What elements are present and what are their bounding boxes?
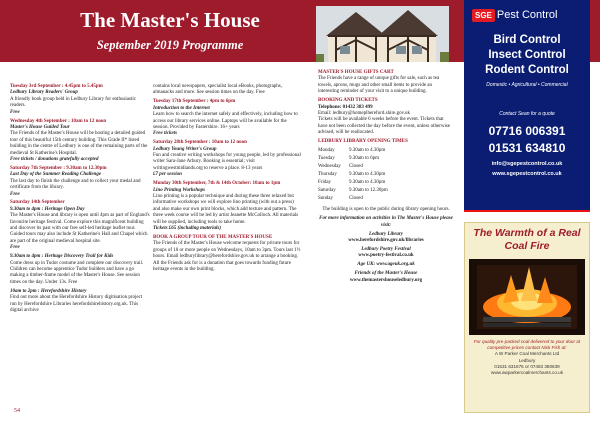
event-price: Tickets £65 (including materials)	[153, 226, 222, 232]
event-subtitle: 9.30am to 4pm : Heritage Open Day	[10, 206, 85, 212]
fireplace-image	[469, 259, 585, 335]
hours-day: Thursday	[318, 172, 337, 178]
merchant-website[interactable]: www.awparkercoalmerchants.co.uk	[491, 370, 563, 376]
section-heading: BOOK A GROUP TOUR OF THE MASTER'S HOUSE	[153, 234, 273, 240]
link-url[interactable]: www.herefordshire.gov.uk/libraries	[348, 238, 424, 244]
hours-row	[318, 171, 396, 179]
event-subtitle: Ledbury Young Writer's Group	[153, 146, 217, 152]
coal-fire-advert	[464, 222, 590, 413]
merchant-phone[interactable]: 01531 631675 or 07483 350639	[494, 363, 560, 369]
section-heading: MASTER'S HOUSE GIFTS CART	[318, 70, 394, 75]
services-list	[464, 33, 590, 78]
link-url[interactable]: www.poetry-festival.co.uk	[358, 253, 414, 259]
event-body: A friendly book group held in Ledbury Library for enthusiastic readers.	[10, 96, 136, 109]
advert-website[interactable]: www.sgepestcontrol.co.uk	[492, 171, 562, 177]
contact-note: Contact Sean for a quote	[499, 111, 555, 117]
section-body: The building is open to the public during library opening hours.	[322, 207, 450, 213]
hours-day: Saturday	[318, 188, 336, 194]
page-title: The Master's House	[80, 8, 260, 32]
booking-telephone: Telephone: 01432 383 499	[318, 104, 373, 110]
event-price: £7 per session	[153, 172, 182, 178]
merchant-town: Ledbury	[518, 357, 536, 363]
hours-time: Closed	[348, 164, 363, 170]
opening-hours-table	[318, 147, 396, 203]
hours-row	[318, 155, 396, 163]
event-price: Free tickets / donations gratefully accepted	[10, 156, 99, 162]
hours-time: 9.30am to 4.30pm	[348, 180, 386, 186]
phone-number[interactable]: 07716 006391	[488, 124, 566, 138]
advert-body	[469, 339, 585, 376]
hours-time: 9.30am to 4.30pm	[348, 148, 386, 154]
event-body: The Master's House and library is open until 4pm as part of England's favourite heritage festival. Come explore this magnificent building and discover its past with our free self-led heritage leaflet tour. Guided tours may also include St Katherine's Hall and Chapel which are part of the original medieval hospital site.	[10, 213, 150, 244]
event-heading: Saturday 28th September : 10am to 12 noon	[153, 140, 247, 146]
masters-house-illustration	[316, 6, 449, 62]
event-body: Come dress up in Tudor costume and complete our discovery trail. Children can become apprentice Tudor builders and have a go making a timber-frame model of the Master's House. See session times on the day. Under 13s. Free	[10, 260, 144, 285]
hours-time: 9.30am to 12.30pm	[348, 188, 388, 194]
hours-row	[318, 163, 396, 171]
column-middle	[153, 84, 301, 276]
event-body: The Friends of the Master's House will be hosting a detailed guided tour of this beautiful 15th century building. This Grade II* listed building in the centre of Ledbury is one of the remaining parts of the medieval St Katherine's Hospital.	[10, 131, 148, 156]
event-heading: Wednesday 4th September : 10am to 12 noon	[10, 118, 107, 124]
hours-row	[318, 187, 396, 195]
booking-email[interactable]: Email: ledbury@homeplhereford.shire.gov.uk	[318, 110, 411, 116]
merchant-name: A W Parker Coal Merchants Ltd	[494, 351, 560, 357]
event-subtitle: Lino Printing Workshops	[153, 187, 206, 193]
column-right	[318, 70, 454, 287]
event-body: contains local newspapers, specialist local eBooks, photographs, almanacks and more. See session times on the day. Free	[153, 84, 282, 96]
section-heading: BOOKING AND TICKETS	[318, 98, 378, 104]
more-info-heading: For more information on activities in The Master's House please visit:	[319, 216, 453, 228]
advert-title: The Warmth of a Real Coal Fire	[473, 227, 581, 252]
logo-name: Pest Control	[496, 9, 558, 21]
event-heading: Tuesday 3rd September : 4.45pm to 5.45pm	[10, 84, 103, 89]
hours-row	[318, 195, 396, 203]
event-price: Free	[10, 109, 20, 115]
event-body: Fun and creative writing workshops for young people, led by professional writer Sara-Jane Arbury. Booking is essential; visit writingwestmidlands.org to reserve a place. 8-13 years	[153, 153, 301, 171]
event-subtitle: 9.30am to 4pm : Heritage Discovery Trail for Kids	[10, 254, 114, 260]
hours-row	[318, 147, 396, 155]
advert-email[interactable]: info@sgepestcontrol.co.uk	[491, 161, 563, 167]
hours-row	[318, 179, 396, 187]
page-number-left: 54	[14, 408, 20, 414]
page-subtitle: September 2019 Programme	[96, 38, 244, 52]
advert-offer: For quality pre-packed coal delivered to your door at competitive prices contact Nick Fish at:	[473, 339, 581, 351]
service-item: Insect Control	[488, 49, 566, 61]
service-item: Rodent Control	[485, 64, 569, 76]
event-price: Free tickets	[153, 131, 178, 137]
event-heading: Tuesday 17th September : 4pm to 6pm	[153, 99, 236, 105]
services-tagline: Domestic • Agricultural • Commercial	[486, 82, 568, 88]
column-left	[10, 84, 150, 317]
event-heading: Saturday 7th September : 9.30am to 12.30pm	[10, 165, 107, 171]
event-price: Free	[10, 191, 20, 197]
hours-day: Friday	[318, 180, 332, 186]
event-subtitle: Ledbury Library Readers' Group	[10, 90, 78, 96]
link-name[interactable]: Age UK: www.ageuk.org.uk	[357, 262, 415, 268]
link-url[interactable]: www.themastershouseledbury.org	[349, 277, 423, 283]
hours-time: 9.30am to 6pm	[348, 156, 380, 162]
link-name: Ledbury Poetry Festival	[361, 247, 411, 252]
phone-number[interactable]: 01531 634810	[488, 141, 566, 155]
event-price: Free	[10, 245, 20, 251]
section-body: Tickets will be available 6 weeks before the event. Tickets that have not been collected the day before the event, unless otherwise advised, will be reallocated.	[318, 117, 451, 136]
event-body: Lino printing is a popular technique and during these three relaxed but informative workshops we will explore lino printing (with out a press) and also make our own print blocks, which add texture and pattern. The three week course will be led by artist Jeanette McColloch. All materials will be supplied, including tools to take home.	[153, 194, 299, 225]
event-heading: Monday 30th September, 7th & 14th October: 10am to 1pm	[153, 181, 281, 187]
event-heading: Saturday 14th September	[10, 200, 65, 206]
event-body: The last day to finish the challenge and to collect your medal and certificate from the library.	[10, 178, 141, 191]
event-body: Learn how to search the internet safely and effectively, including how to access our library services online. Laptops will be available for the session. Provided by Fastershire. 16+ years	[153, 112, 298, 130]
hours-time: 9.30am to 4.30pm	[348, 172, 386, 178]
hours-day: Monday	[318, 148, 335, 154]
hours-time: Closed	[348, 196, 363, 202]
section-heading: LEDBURY LIBRARY OPENING TIMES	[318, 139, 408, 145]
logo-badge: SGE	[472, 9, 495, 22]
pest-control-logo	[472, 5, 582, 25]
section-body: The Friends have a range of unique gifts for sale, such as tea towels, aprons, mugs and other small items to provide an interesting reminder of your visit to a unique building.	[318, 76, 440, 95]
event-body: The Friends of the Master's House welcome requests for private tours for groups of 10 or more people on Wednesdays, 10am to 3pm. Tours last 1½ hours. Email ledburylibrary@herefordshire.gov.uk to arrange a booking. All the Friends ask for is a donation that goes towards funding future heritage events in the building.	[153, 241, 301, 272]
event-subtitle: Last Day of the Summer Reading Challenge	[10, 172, 102, 178]
pest-control-advert	[464, 0, 590, 212]
event-subtitle: Introduction to the Internet	[153, 105, 210, 111]
hours-day: Tuesday	[318, 156, 335, 162]
service-item: Bird Control	[493, 34, 561, 46]
event-subtitle: Master's House Guided Tour	[10, 124, 70, 130]
hours-day: Wednesday	[318, 164, 341, 170]
event-subtitle: 10am to 2pm : Herefordshire History	[10, 288, 87, 294]
link-name: Friends of the Master's House	[354, 271, 418, 277]
event-body: Find out more about the Herefordshire History digitisation project run by Herefordshire Libraries herefordshirehistory.org.uk. This digital archive	[10, 295, 143, 313]
hours-day: Sunday	[318, 196, 333, 202]
link-name: Ledbury Library	[368, 231, 404, 237]
